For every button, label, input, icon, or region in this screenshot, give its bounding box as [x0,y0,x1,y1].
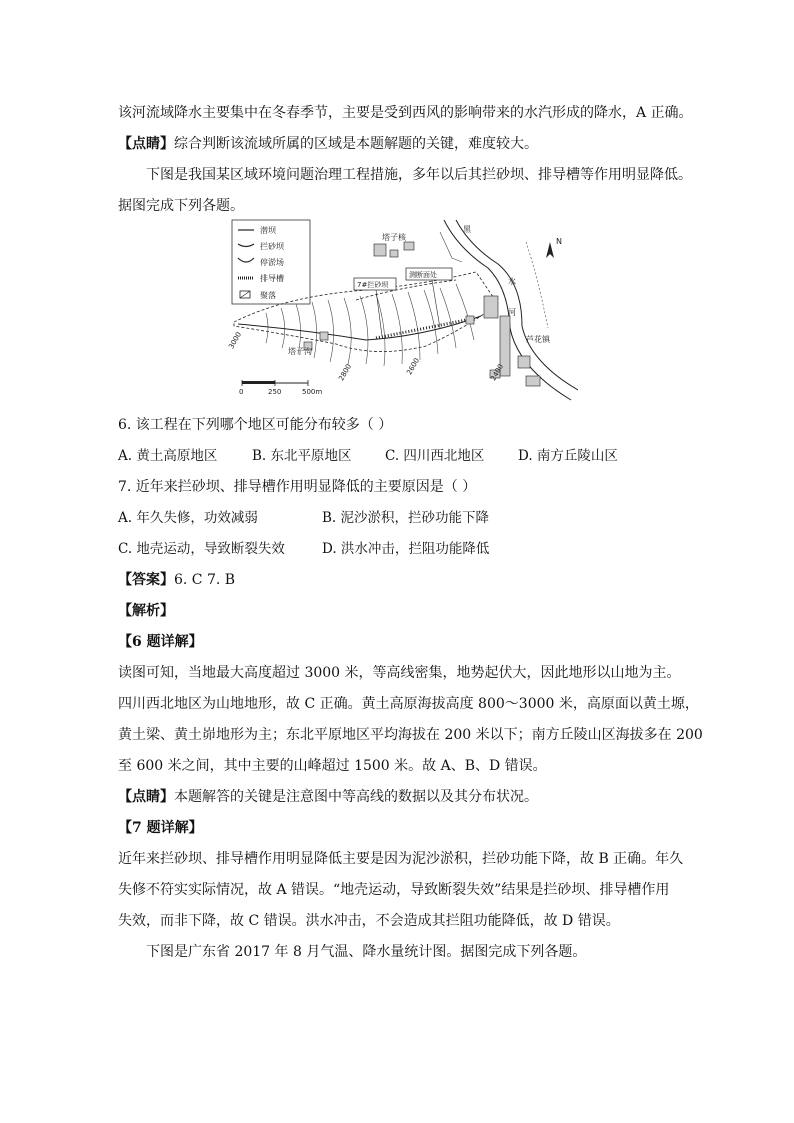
q6-option-b: B. 东北平原地区 [252,448,352,464]
q6-option-c: C. 四川西北地区 [385,448,485,464]
q7-option-b: B. 泥沙淤积，拦砂功能下降 [322,510,490,526]
q6-detail-tag: 【6 题详解】 [118,634,203,650]
q6-detail-line-4: 至 600 米之间，其中主要的山峰超过 1500 米。故 A、B、D 错误。 [118,758,547,774]
q6-detail-line-2: 四川西北地区为山地地形，故 C 正确。黄土高原海拔高度 800～3000 米，高原面以黄土塬， [118,696,699,712]
label-section: 测断面处 [409,271,437,279]
contour-2800: 2800 [337,362,354,383]
q6-detail-line-3: 黄土梁、黄土峁地形为主；东北平原地区平均海拔在 200 米以下；南方丘陵山区海拔多在 200 [118,727,703,743]
analysis-tag: 【解析】 [118,603,174,619]
q7-stem: 7. 近年来拦砂坝、排导槽作用明显降低的主要原因是（ ） [118,479,477,495]
dianjing-2-text: 本题解答的关键是注意图中等高线的数据以及其分布状况。 [174,789,538,805]
q6-option-a: A. 黄土高原地区 [118,448,218,464]
legend-lanshaba: 拦砂坝 [260,242,284,251]
label-north: N [556,237,562,246]
label-river-2: 水 [508,277,516,286]
label-river-1: 黑 [463,225,471,234]
scale-bar [239,380,322,396]
label-dam7: 7#拦砂坝 [357,281,389,289]
q7-detail-line-3: 失效，而非下降，故 C 错误。洪水冲击，不会造成其拦阻功能降低，故 D 错误。 [118,913,620,929]
q6-stem: 6. 该工程在下列哪个地区可能分布较多（ ） [118,417,393,433]
scale-0: 0 [239,388,244,396]
dianjing-2-tag: 【点睛】 [118,789,174,805]
q7-detail-line-2: 失修不符实实际情况，故 A 错误。“地壳运动，导致断裂失效”结果是拦砂坝、排导槽作用 [118,882,670,898]
answer-tag: 【答案】 [118,572,174,588]
label-river-3: 河 [508,308,516,317]
contour-2600: 2600 [405,356,422,377]
q7-option-d: D. 洪水冲击，拦阻功能降低 [322,541,490,557]
north-arrow-icon [546,237,562,258]
dianjing-2 [118,787,538,807]
para-4: 据图完成下列各题。 [118,198,244,214]
answer-text: 6. C 7. B [174,572,236,588]
dianjing-tag: 【点睛】 [118,136,174,152]
para-3: 下图是我国某区域环境问题治理工程措施，多年以后其拦砂坝、排导槽等作用明显降低。 [146,167,692,183]
settlements [304,242,540,386]
para-1: 该河流域降水主要集中在冬春季节，主要是受到西风的影响带来的水汽形成的降水，A 正确。 [118,105,693,121]
legend-tingyuchang-icon [238,258,254,262]
label-luhua: 芦花镇 [526,335,550,344]
scale-500: 500m [302,388,323,396]
legend-settlement: 聚落 [260,291,276,300]
dianjing-text: 综合判断该流域所属的区域是本题解题的关键，难度较大。 [174,136,538,152]
q7-detail-line-1: 近年来拦砂坝、排导槽作用明显降低主要是因为泥沙淤积，拦砂功能下降，故 B 正确。年久 [118,851,684,867]
label-tazihe: 塔子核 [382,233,406,242]
para-2 [118,134,538,154]
scale-250: 250 [268,388,282,396]
main-channel [238,316,481,340]
legend-lanshaba-icon [238,244,254,247]
q7-option-a: A. 年久失修，功效减弱 [118,510,258,526]
legend-qianba: 潜坝 [260,226,276,235]
legend-tingyuchang: 停淤场 [260,258,284,267]
contour-3000: 3000 [227,330,244,351]
q6-detail-line-1: 读图可知，当地最大高度超过 3000 米，等高线密集，地势起伏大，因此地形以山地为主。 [118,665,681,681]
contour-2400: 2400 [489,362,506,383]
label-tazigou: 塔子沟 [288,347,312,356]
q7-option-c: C. 地壳运动，导致断裂失效 [118,541,285,557]
legend-paidaocao: 排导槽 [260,274,284,283]
engineering-map [226,218,578,404]
q7-detail-tag: 【7 题详解】 [118,820,203,836]
answer-line [118,570,235,590]
q6-option-d: D. 南方丘陵山区 [518,448,618,464]
last-paragraph: 下图是广东省 2017 年 8 月气温、降水量统计图。据图完成下列各题。 [146,944,587,960]
